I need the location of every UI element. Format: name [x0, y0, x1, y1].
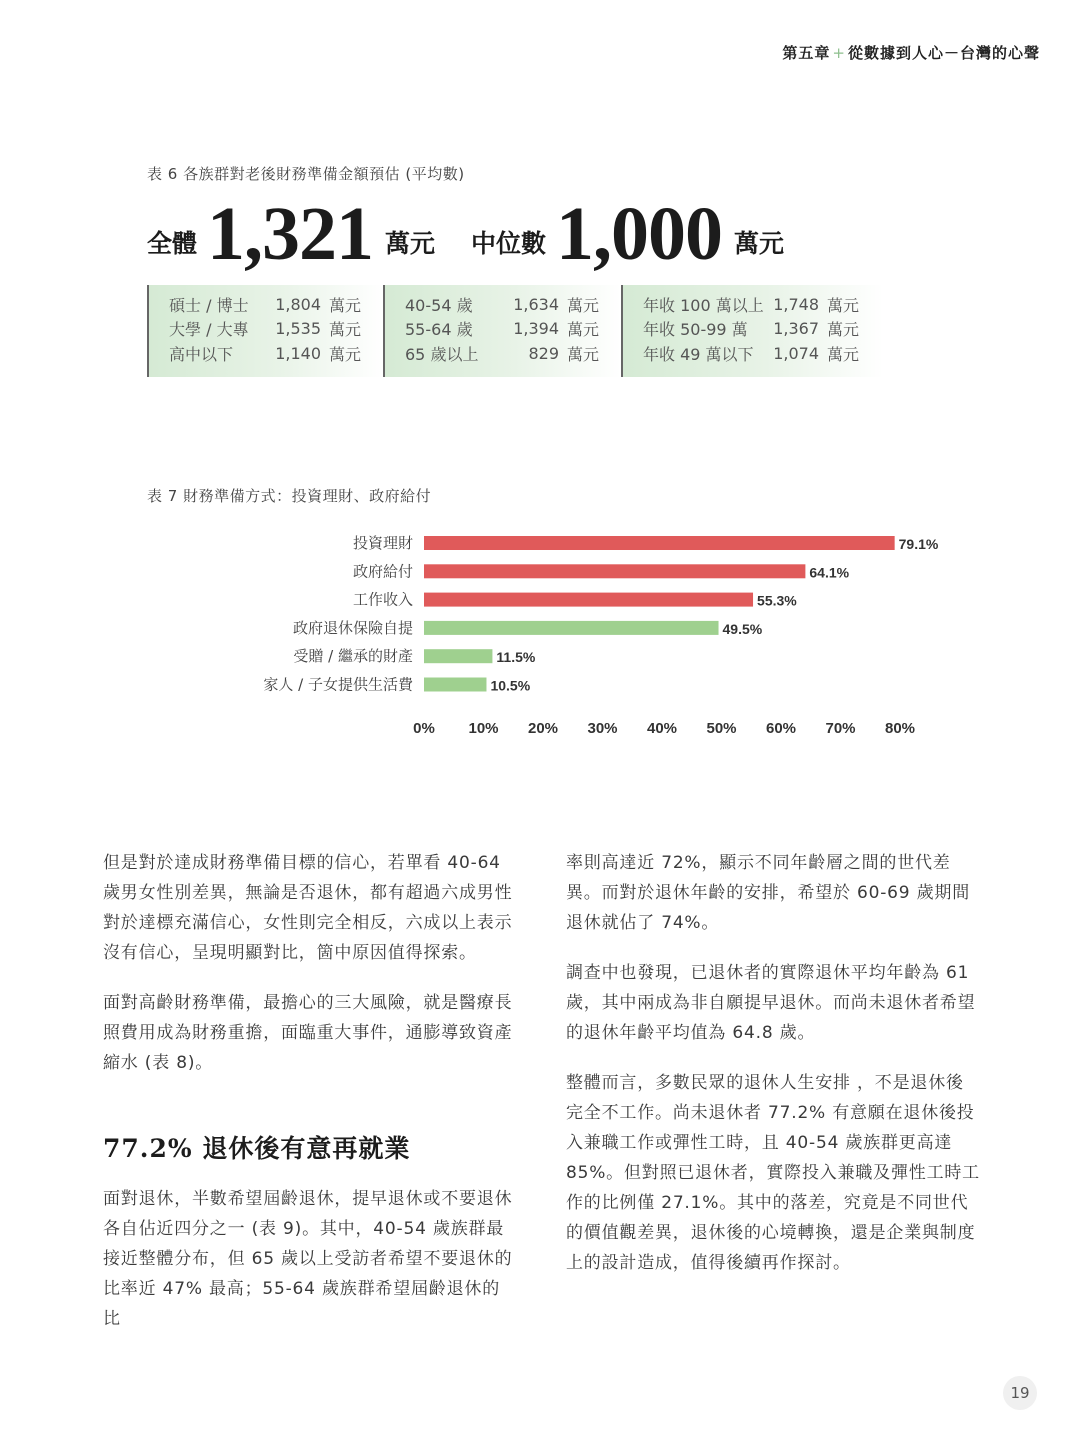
row-value: 1,804: [275, 294, 321, 314]
x-tick-label: 80%: [884, 720, 916, 737]
panel-row: [643, 317, 883, 342]
paragraph: 面對高齡財務準備，最擔心的三大風險，就是醫療長照費用成為財務重擔，面臨重大事件，通膨導致資產縮水 (表 8)。: [103, 993, 513, 1073]
category-label: 投資理財: [352, 534, 413, 552]
chapter-number: 第五章: [782, 44, 831, 62]
bar-value-label: 10.5%: [490, 677, 531, 694]
row-value: 1,394: [513, 319, 559, 339]
panel-row: [405, 317, 621, 342]
row-unit: 萬元: [329, 320, 362, 340]
row-value: 1,748: [773, 294, 819, 314]
x-tick-label: 60%: [765, 720, 797, 737]
panel-row: [643, 292, 883, 317]
bar-value-label: 55.3%: [757, 592, 797, 609]
row-unit: 萬元: [827, 344, 860, 364]
median-value: 1,000: [556, 192, 723, 276]
x-tick-label: 0%: [413, 720, 435, 737]
page-number: 19: [1003, 1376, 1037, 1410]
row-unit: 萬元: [329, 344, 362, 364]
bar-value-label: 11.5%: [496, 649, 536, 666]
paragraph: 整體而言，多數民眾的退休人生安排 ，不是退休後完全不工作。尚未退休者 77.2% 有意願在退休後投入兼職工作或彈性工時，且 40-54 歲族群更高達 85%。但對照已退休者，實際投入兼職及彈性工時工作的比例僅 27.1%。其中的落差，究竟是不同世代的價值觀差異，退休後的心境轉換，還是企業與制度上的設計造成，值得後續再作探討。: [566, 1073, 980, 1273]
paragraph: 但是對於達成財務準備目標的信心，若單看 40-64 歲男女性別差異，無論是否退休，都有超過六成男性對於達標充滿信心，女性則完全相反，六成以上表示沒有信心，呈現明顯對比，箇中原因值得探索。: [103, 853, 513, 963]
table7-caption: 表 7 財務準備方式：投資理財、政府給付: [147, 487, 432, 505]
panel-row: [643, 341, 883, 366]
bar: [424, 678, 486, 692]
category-label: 受贈 / 繼承的財產: [293, 647, 413, 666]
row-unit: 萬元: [567, 344, 600, 364]
panel-row: [169, 292, 383, 317]
section-title: 77.2% 退休後有意再就業: [103, 1134, 411, 1163]
panel-row: [169, 341, 383, 366]
chapter-separator: +: [832, 44, 846, 62]
overall-label: 全體: [147, 229, 198, 258]
bar-value-label: 79.1%: [898, 536, 939, 552]
age-panel: [383, 285, 621, 377]
bar: [424, 536, 895, 550]
row-value: 1,367: [773, 319, 819, 339]
row-label: 年收 50-99 萬: [643, 320, 748, 340]
income-panel: [621, 285, 883, 377]
row-label: 年收 49 萬以下: [643, 344, 754, 364]
row-value: 1,074: [773, 343, 819, 363]
category-label: 家人 / 子女提供生活費: [263, 675, 413, 694]
financial-prep-bar-chart: [0, 520, 1080, 750]
bar-value-label: 64.1%: [809, 564, 850, 581]
row-value: 1,140: [275, 343, 321, 363]
row-label: 高中以下: [169, 344, 234, 364]
education-panel: [147, 285, 383, 377]
paragraph: 率則高達近 72%，顯示不同年齡層之間的世代差異。而對於退休年齡的安排，希望於 60-69 歲期間退休就佔了 74%。: [566, 853, 971, 933]
panel-row: [405, 292, 621, 317]
bar: [424, 593, 753, 607]
x-tick-label: 50%: [706, 720, 737, 737]
row-label: 大學 / 大專: [169, 320, 249, 340]
row-label: 65 歲以上: [405, 344, 479, 364]
row-value: 1,634: [513, 294, 559, 314]
row-value: 1,535: [275, 319, 321, 339]
row-unit: 萬元: [329, 295, 362, 315]
paragraph: 面對退休，半數希望屆齡退休，提早退休或不要退休各自佔近四分之一 (表 9)。其中，40-54 歲族群最接近整體分布，但 65 歲以上受訪者希望不要退休的比率近 47% 最高；55-64 歲族群希望屆齡退休的比: [103, 1189, 513, 1329]
median-label: 中位數: [471, 229, 547, 258]
bar: [424, 649, 492, 663]
table6-panels: [147, 285, 883, 377]
row-value: 829: [528, 343, 559, 363]
bar: [424, 621, 719, 635]
row-label: 55-64 歲: [405, 320, 473, 340]
left-column-after-title: [103, 1184, 515, 1354]
x-tick-label: 10%: [468, 720, 499, 737]
panel-row: [405, 341, 621, 366]
table6-caption: 表 6 各族群對老後財務準備金額預估 (平均數): [147, 165, 465, 183]
bar-value-label: 49.5%: [722, 620, 763, 637]
row-unit: 萬元: [827, 295, 860, 315]
left-column: [103, 848, 515, 1098]
row-unit: 萬元: [827, 320, 860, 340]
row-label: 40-54 歲: [405, 295, 473, 315]
overall-value: 1,321: [207, 192, 374, 276]
x-tick-label: 20%: [527, 720, 559, 737]
table6-headline: [147, 192, 785, 276]
row-unit: 萬元: [567, 295, 600, 315]
chapter-title: 從數據到人心－台灣的心聲: [847, 44, 1040, 62]
row-label: 碩士 / 博士: [169, 295, 249, 315]
right-column: [566, 848, 981, 1298]
row-unit: 萬元: [567, 320, 600, 340]
overall-unit: 萬元: [385, 229, 436, 258]
x-tick-label: 40%: [646, 720, 678, 737]
x-tick-label: 30%: [587, 720, 618, 737]
panel-row: [169, 317, 383, 342]
chapter-header: [782, 42, 1040, 63]
category-label: 工作收入: [352, 590, 413, 609]
row-label: 年收 100 萬以上: [643, 295, 764, 315]
category-label: 政府退休保險自提: [292, 618, 413, 637]
paragraph: 調查中也發現，已退休者的實際退休平均年齡為 61 歲，其中兩成為非自願提早退休。而尚未退休者希望的退休年齡平均值為 64.8 歲。: [566, 963, 976, 1043]
bar: [424, 564, 805, 578]
category-label: 政府給付: [352, 562, 413, 581]
median-unit: 萬元: [734, 229, 785, 258]
x-tick-label: 70%: [825, 720, 856, 737]
